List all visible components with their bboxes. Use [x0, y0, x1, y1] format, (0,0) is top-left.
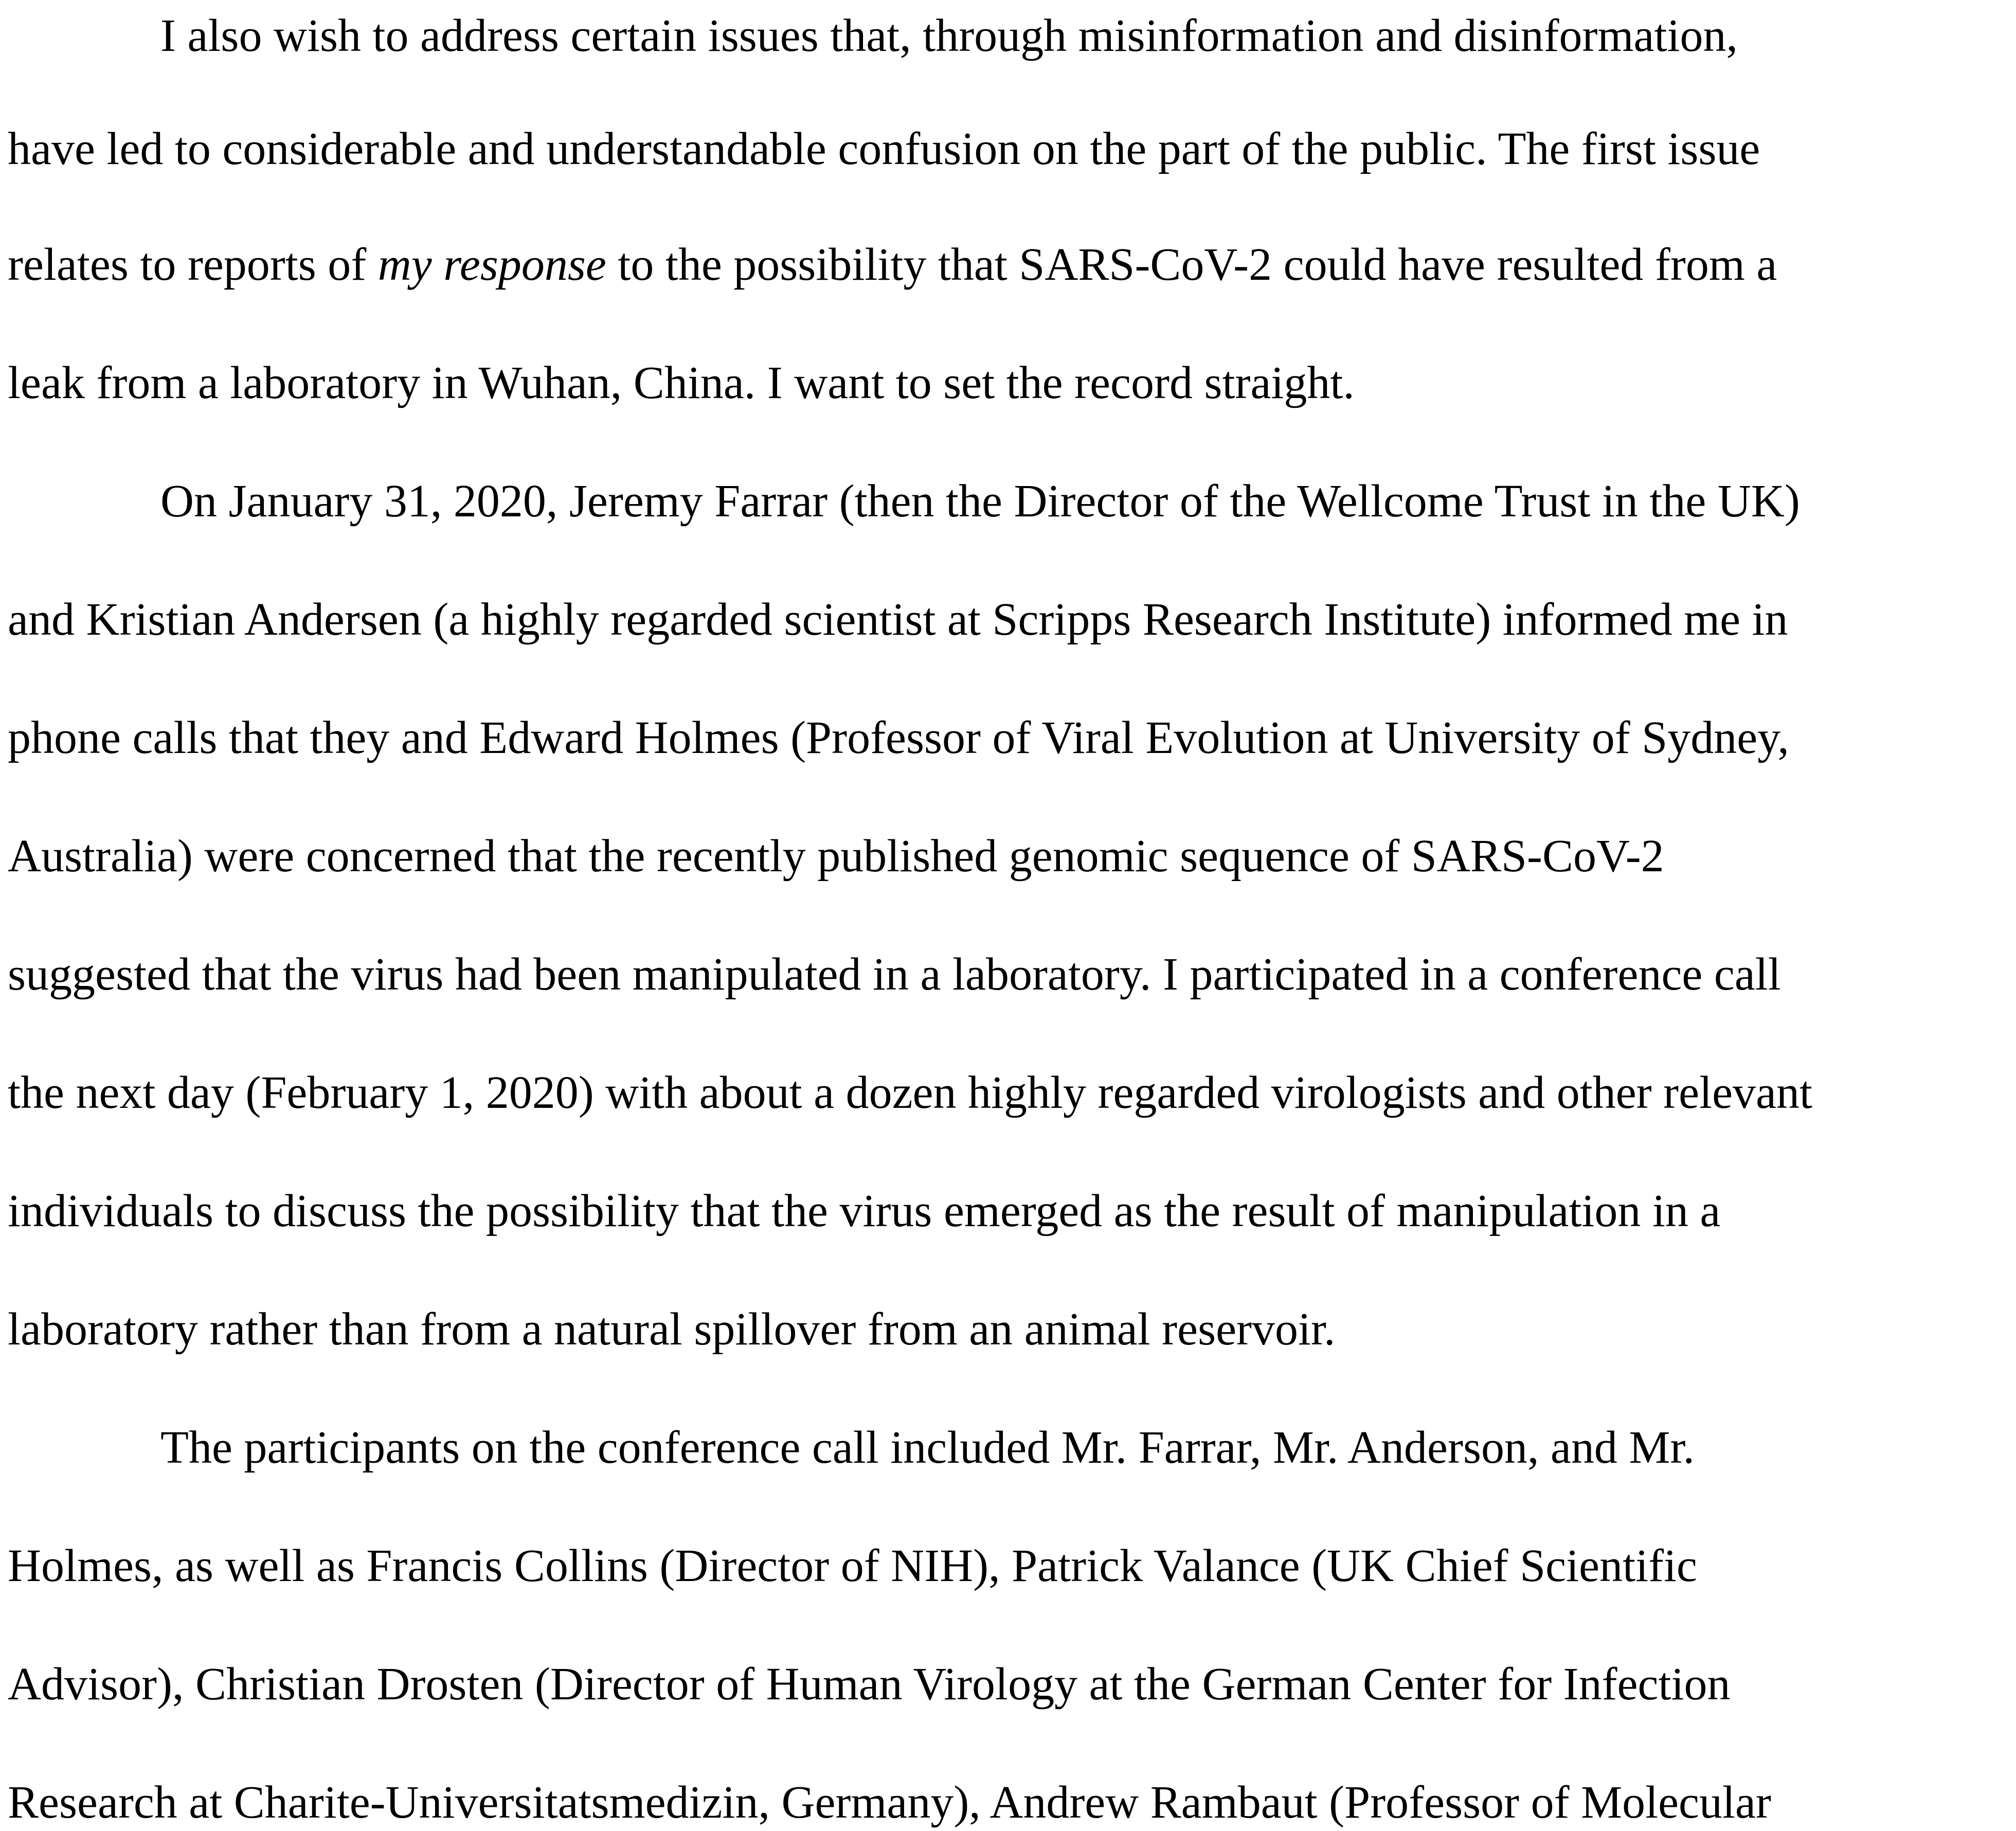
- text-line: [8, 239, 1777, 291]
- text-line: The participants on the conference call included Mr. Farrar, Mr. Anderson, and Mr.: [160, 1422, 1695, 1473]
- text-line: Holmes, as well as Francis Collins (Director of NIH), Patrick Valance (UK Chief Scientific: [8, 1540, 1697, 1591]
- text-line: Australia) were concerned that the recently published genomic sequence of SARS-CoV-2: [8, 831, 1664, 882]
- text-line: phone calls that they and Edward Holmes (Professor of Viral Evolution at University of Sydney,: [8, 712, 1789, 763]
- text-line: leak from a laboratory in Wuhan, China. I want to set the record straight.: [8, 357, 1355, 408]
- text-line: laboratory rather than from a natural spillover from an animal reservoir.: [8, 1304, 1336, 1355]
- text-line: and Kristian Andersen (a highly regarded scientist at Scripps Research Institute) informed me in: [8, 594, 1788, 645]
- text-line: individuals to discuss the possibility that the virus emerged as the result of manipulation in a: [8, 1186, 1721, 1236]
- text-line: Research at Charite-Universitatsmedizin, Germany), Andrew Rambaut (Professor of Molecular: [8, 1777, 1771, 1828]
- text-line: the next day (February 1, 2020) with about a dozen highly regarded virologists and other relevant: [8, 1067, 1812, 1118]
- italic-text: my response: [377, 239, 606, 290]
- text-run: to the possibility that SARS-CoV-2 could have resulted from a: [606, 239, 1777, 290]
- text-line: On January 31, 2020, Jeremy Farrar (then the Director of the Wellcome Trust in the UK): [160, 476, 1800, 527]
- text-line: I also wish to address certain issues that, through misinformation and disinformation,: [160, 10, 1738, 61]
- text-line: have led to considerable and understandable confusion on the part of the public. The first issue: [8, 123, 1760, 174]
- text-line: Advisor), Christian Drosten (Director of Human Virology at the German Center for Infection: [8, 1659, 1731, 1710]
- text-line: suggested that the virus had been manipulated in a laboratory. I participated in a conference call: [8, 949, 1781, 1000]
- text-run: relates to reports of: [8, 239, 378, 290]
